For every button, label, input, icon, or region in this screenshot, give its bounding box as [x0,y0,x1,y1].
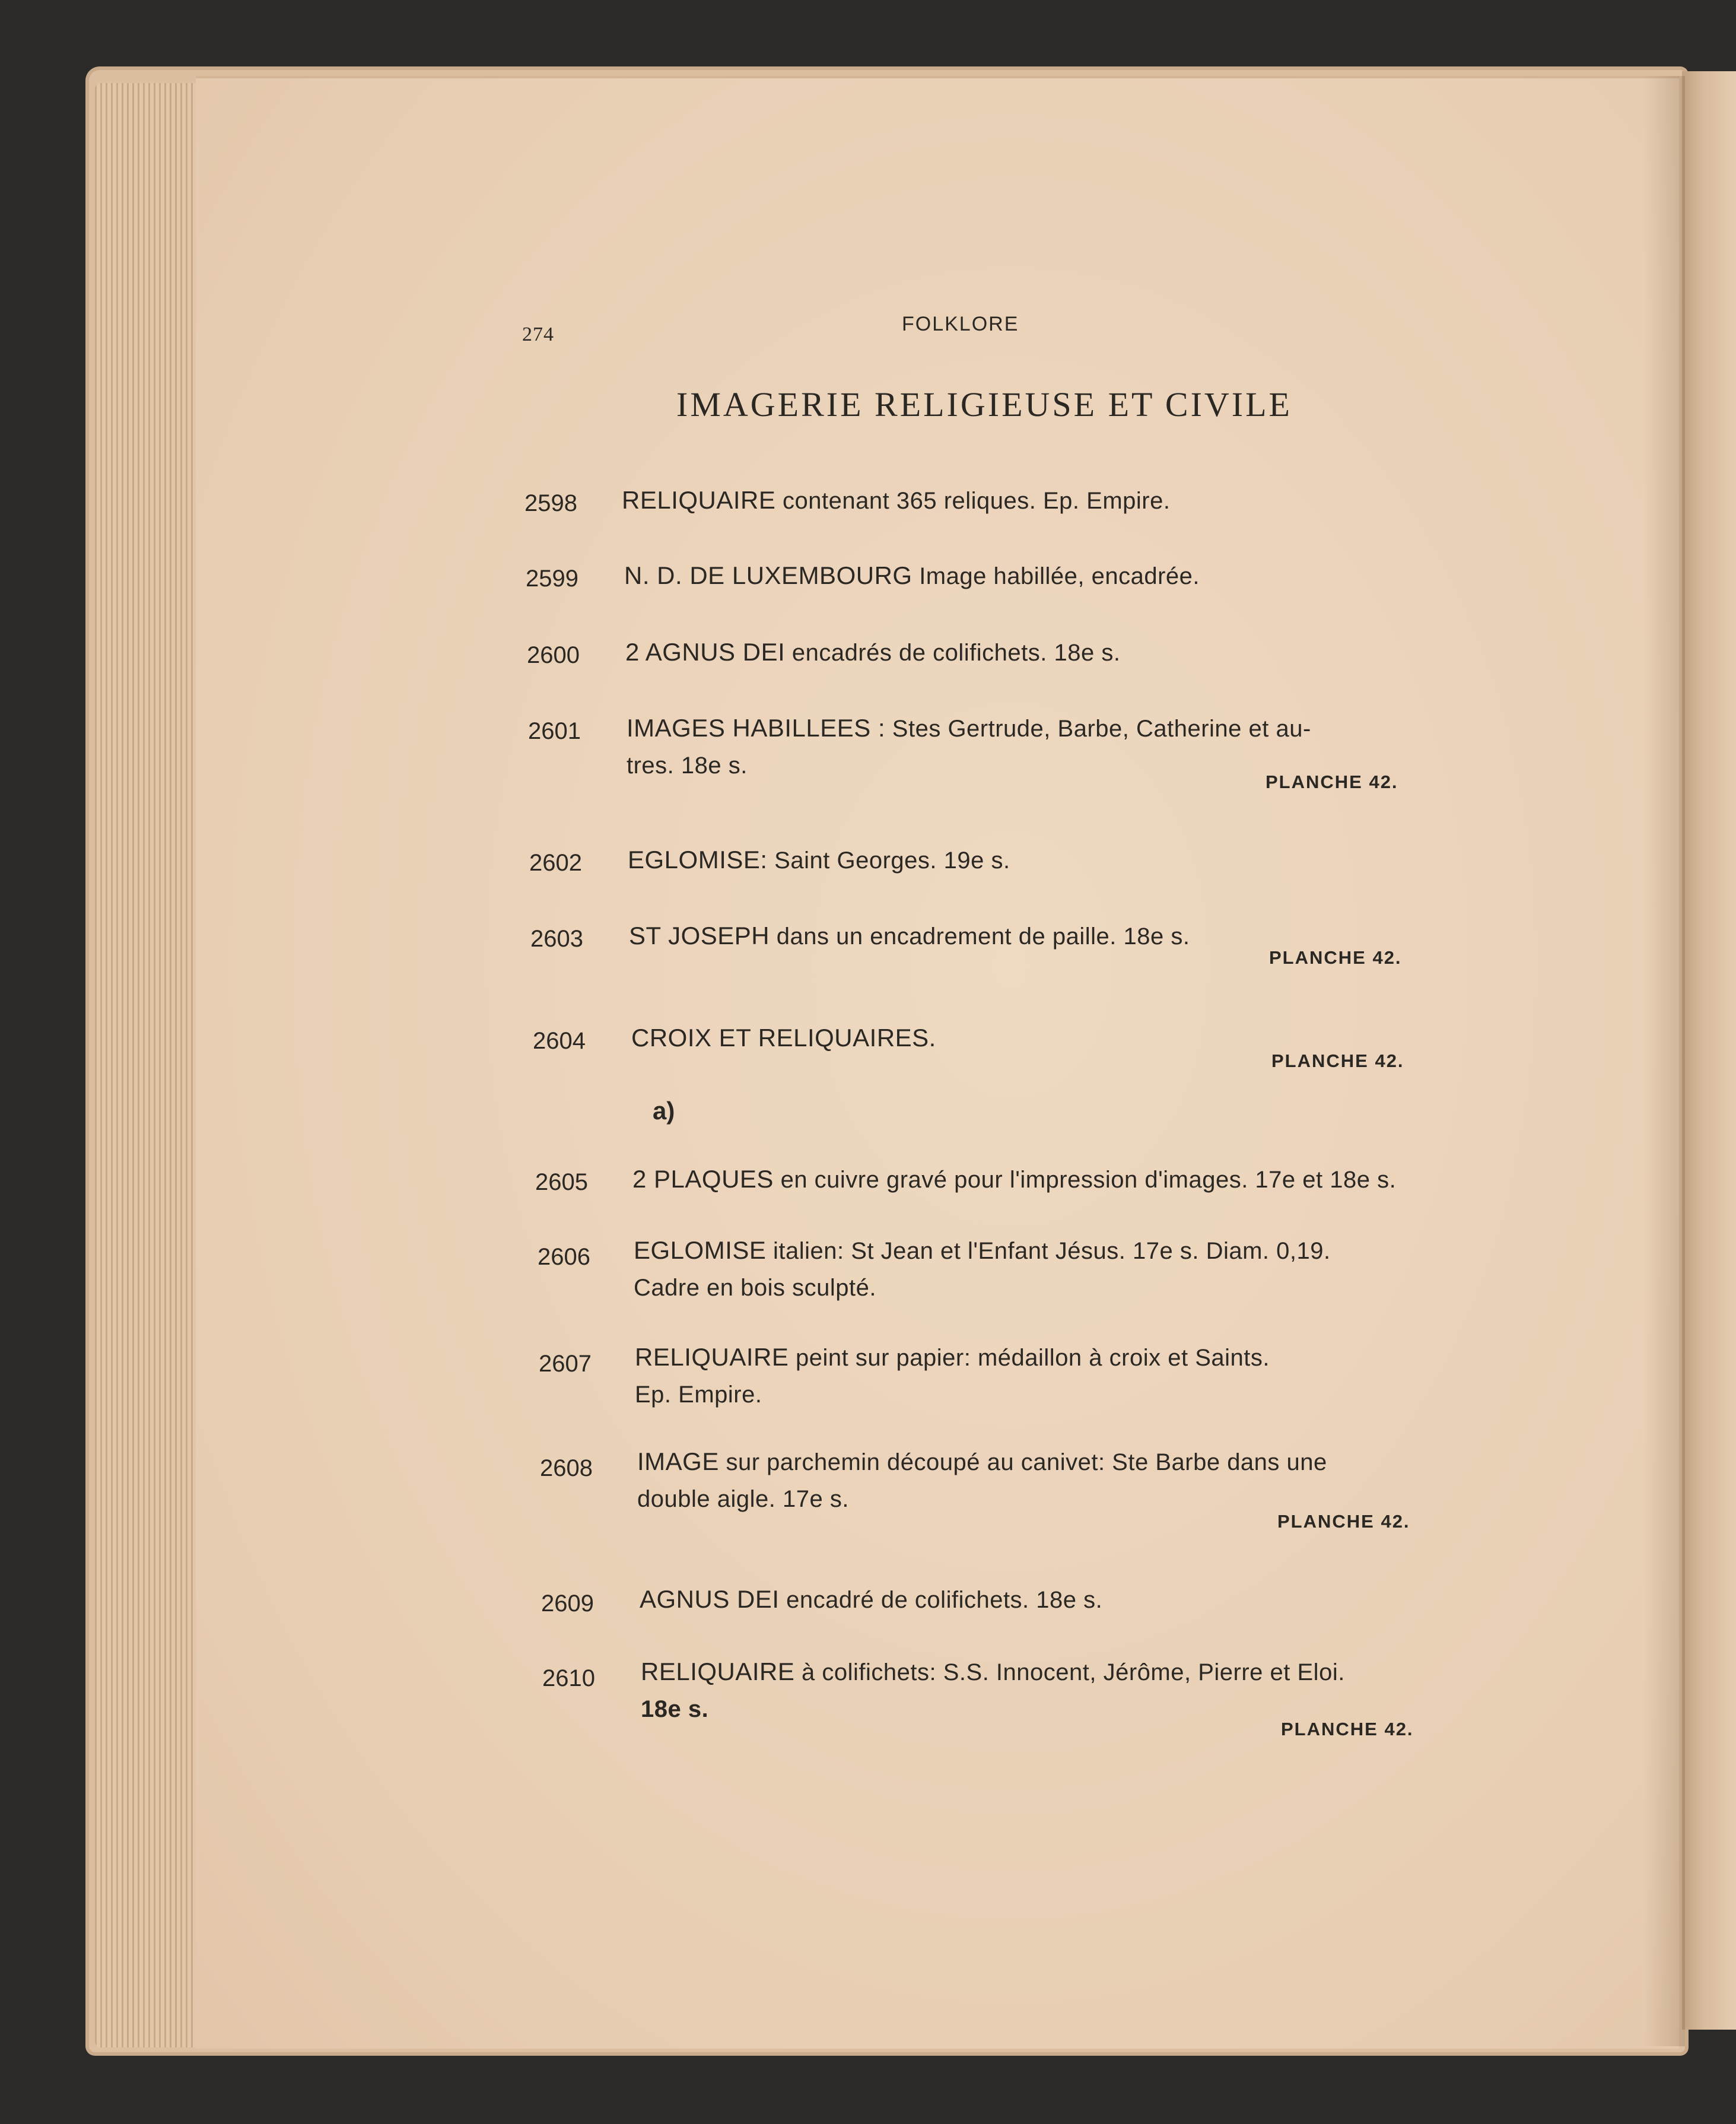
entry-continuation: double aigle. 17e s. [637,1486,849,1512]
entry-description: dans un encadrement de paille. 18e s. [770,923,1190,950]
entry-text [634,1232,1432,1306]
entry-continuation: tres. 18e s. [627,753,748,779]
entry-number: 2608 [540,1455,593,1481]
entry-description: encadrés de colifichets. 18e s. [785,640,1121,666]
entry-title: EGLOMISE: [628,846,768,874]
entry-title: EGLOMISE [634,1236,767,1264]
entry-title: AGNUS DEI [640,1585,780,1613]
entry-description: italien: St Jean et l'Enfant Jésus. 17e s. Diam. 0,19. [766,1238,1331,1264]
entry-title: 2 AGNUS DEI [625,638,786,666]
entry-title: CROIX ET RELIQUAIRES. [631,1024,936,1052]
entry-title: IMAGES HABILLEES : [627,714,886,742]
entry-number: 2600 [527,642,580,668]
plate-reference: PLANCHE 42. [1266,772,1398,792]
entry-continuation: 18e s. [641,1696,709,1722]
entry-text [637,1443,1435,1517]
plate-reference: PLANCHE 42. [1271,1050,1404,1071]
page-edges [95,83,208,2047]
entry-text [635,1339,1433,1413]
entry-description: en cuivre gravé pour l'impression d'images. 17e et 18e s. [773,1167,1397,1193]
entry-number: 2603 [530,926,583,952]
gutter-shadow [1643,76,1685,2046]
entry-number: 2598 [524,490,577,516]
entry-text [624,557,1422,595]
entry-number: 2602 [529,850,582,876]
plate-reference: PLANCHE 42. [1269,947,1402,968]
entry-text [632,1161,1430,1198]
entry-description: peint sur papier: médaillon à croix et Saints. [788,1345,1270,1371]
entry-title: RELIQUAIRE [635,1343,789,1371]
plate-reference: PLANCHE 42. [1277,1511,1410,1532]
entry-description: Stes Gertrude, Barbe, Catherine et au- [885,716,1311,742]
entry-number: 2610 [542,1665,595,1691]
entry-description: à colifichets: S.S. Innocent, Jérôme, Pierre et Eloi. [794,1659,1345,1685]
entry-number: 2604 [533,1028,586,1054]
book-page [196,76,1679,2049]
entry-text [622,482,1420,519]
entry-text [628,842,1426,879]
entry-title: RELIQUAIRE [622,486,776,514]
entry-number: 2605 [535,1169,588,1195]
entry-text [625,634,1423,671]
entry-description: Image habillée, encadrée. [912,563,1200,589]
entry-number: 2599 [526,566,578,592]
entry-description: Saint Georges. 19e s. [767,847,1010,874]
page-number: 274 [522,323,554,345]
entry-title: ST JOSEPH [629,922,770,950]
entry-continuation: Cadre en bois sculpté. [634,1275,877,1301]
plate-reference: PLANCHE 42. [1281,1719,1414,1739]
running-head: FOLKLORE [902,313,1019,335]
entry-number: 2609 [541,1590,594,1617]
entry-number: 2606 [538,1244,590,1270]
entry-title: RELIQUAIRE [641,1658,795,1685]
facing-page-edge [1682,71,1736,2030]
entry-title: N. D. DE LUXEMBOURG [624,561,912,589]
entry-text [641,1653,1439,1728]
entry-description: encadré de colifichets. 18e s. [779,1587,1103,1613]
subheading-a: a) [653,1097,675,1125]
entry-number: 2607 [539,1351,592,1377]
entry-text [640,1581,1438,1618]
entry-description: contenant 365 reliques. Ep. Empire. [775,488,1171,514]
section-title: IMAGERIE RELIGIEUSE ET CIVILE [676,385,1292,424]
entry-number: 2601 [528,718,581,744]
entry-title: 2 PLAQUES [632,1165,774,1193]
entry-title: IMAGE [637,1447,719,1475]
entry-description: sur parchemin découpé au canivet: Ste Barbe dans une [718,1449,1327,1475]
entry-continuation: Ep. Empire. [635,1382,762,1408]
